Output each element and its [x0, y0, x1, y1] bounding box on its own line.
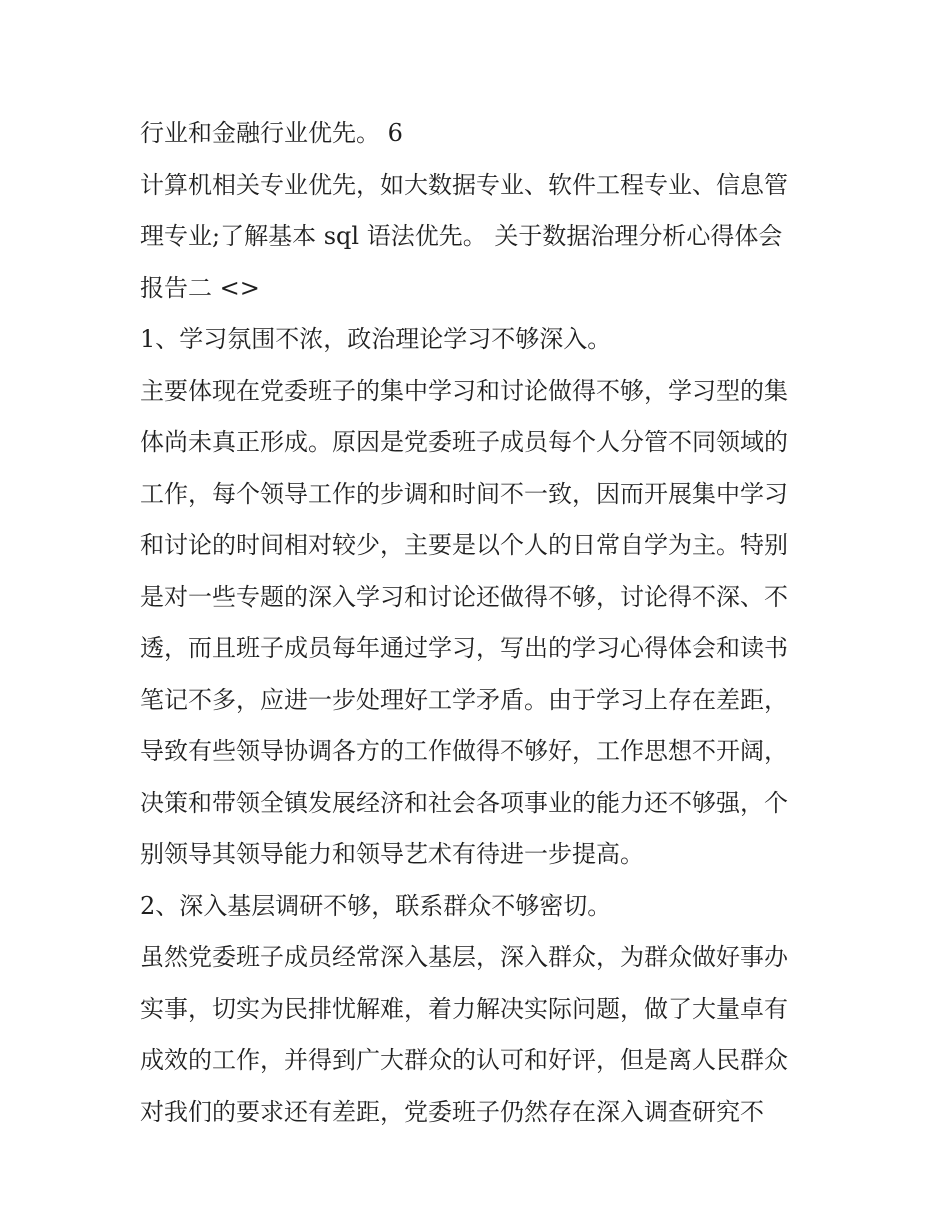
text-line: 工作，每个领导工作的步调和时间不一致，因而开展集中学习 — [140, 479, 788, 508]
text-line: 主要体现在党委班子的集中学习和讨论做得不够，学习型的集 — [140, 376, 788, 405]
text-line: 体尚未真正形成。原因是党委班子成员每个人分管不同领域的 — [140, 428, 788, 456]
text-line: 计算机相关专业优先，如大数据专业、软件工程专业、信息管 — [140, 170, 788, 199]
section-heading-2: 2、深入基层调研不够，联系群众不够密切。 — [140, 891, 612, 920]
text-line: 透，而且班子成员每年通过学习，写出的学习心得体会和读书 — [140, 634, 788, 662]
text-line: 决策和带领全镇发展经济和社会各项事业的能力还不够强，个 — [140, 788, 788, 817]
text-line: 理专业;了解基本 sql 语法优先。 关于数据治理分析心得体会 — [140, 222, 783, 250]
text-line: 实事，切实为民排忧解难，着力解决实际问题，做了大量卓有 — [140, 994, 788, 1023]
text-line: 对我们的要求还有差距，党委班子仍然存在深入调查研究不 — [140, 1097, 764, 1126]
text-line: 虽然党委班子成员经常深入基层，深入群众，为群众做好事办 — [140, 943, 788, 971]
text-line: 成效的工作，并得到广大群众的认可和好评，但是离人民群众 — [140, 1046, 788, 1074]
text-line: 笔记不多，应进一步处理好工学矛盾。由于学习上存在差距， — [140, 685, 788, 714]
text-line: 行业和金融行业优先。 6 — [140, 119, 403, 147]
text-line: 别领导其领导能力和领导艺术有待进一步提高。 — [140, 840, 644, 868]
text-line: 报告二 <> — [140, 273, 260, 302]
text-line: 导致有些领导协调各方的工作做得不够好，工作思想不开阔， — [140, 737, 788, 765]
text-line: 和讨论的时间相对较少，主要是以个人的日常自学为主。特别 — [140, 531, 788, 559]
body-text — [140, 108, 820, 1138]
text-line: 是对一些专题的深入学习和讨论还做得不够，讨论得不深、不 — [140, 582, 788, 611]
section-heading-1: 1、学习氛围不浓，政治理论学习不够深入。 — [140, 325, 612, 353]
